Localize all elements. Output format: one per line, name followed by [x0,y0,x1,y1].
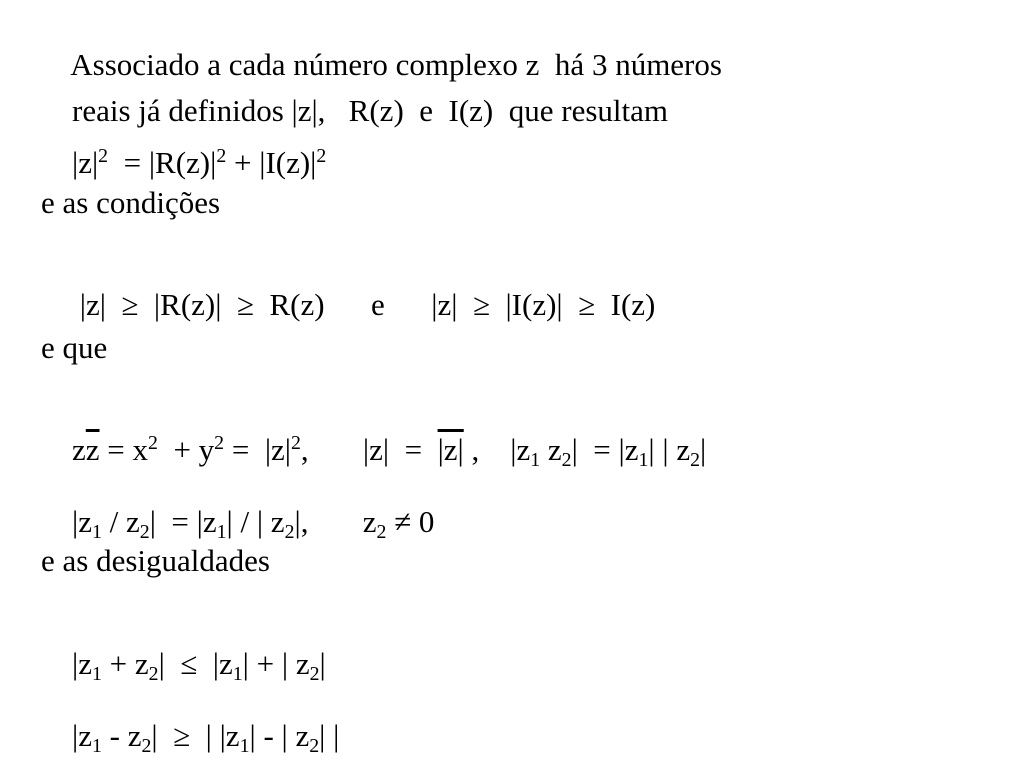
conj-eq3: | = |z [571,432,639,467]
sub-1: 1 [91,734,102,757]
div-b: / z [101,504,140,539]
sub-1: 1 [91,662,102,685]
sub-2: 2 [284,520,295,543]
ineq1-a: |z [72,646,92,681]
sub-1: 1 [530,448,541,471]
exp-2: 2 [316,145,327,168]
intro-text-2: reais já definidos |z|, R(z) e I(z) que resultam [72,93,669,128]
modulus-z: |z| [72,145,99,180]
sub-2: 2 [139,520,150,543]
conj-comma1: , |z| = [300,432,438,467]
div-d: | / | z [226,504,285,539]
formula-conditions [41,258,655,351]
sub-1: 1 [239,734,250,757]
exp-2: 2 [148,432,158,455]
label-conditions: e as condições [41,185,221,220]
ineq1-b: + z [101,646,149,681]
conditions-text: |z| ≥ |R(z)| ≥ R(z) e |z| ≥ |I(z)| ≥ I(z) [72,287,656,322]
div-f: ≠ 0 [386,504,435,539]
sub-1: 1 [91,520,102,543]
ineq2-d: | - | z [249,718,310,753]
sub-2: 2 [561,448,572,471]
ineq1-c: | ≤ |z [158,646,233,681]
conj-z: z [72,432,86,467]
sub-1: 1 [216,520,227,543]
sub-2: 2 [309,734,320,757]
sub-2: 2 [141,734,152,757]
conj-plus: + y [157,432,215,467]
label-that: e que [41,330,108,365]
ineq2-e: | | [319,718,340,753]
sub-2: 2 [148,662,159,685]
div-e: |, z [294,504,377,539]
exp-2: 2 [216,145,227,168]
conj-abs-zbar: |z| [437,432,464,467]
sub-1: 1 [638,448,649,471]
ineq1-e: | [319,646,326,681]
conj-comma2: , |z [463,432,531,467]
exp-2: 2 [291,432,301,455]
conj-bar: | | z [648,432,691,467]
conj-eq1: = x [99,432,149,467]
modulus-real-part: = |R(z)| [108,145,217,180]
sub-2: 2 [376,520,387,543]
formula-reverse-triangle-inequality [41,689,339,782]
ineq2-a: |z [72,718,92,753]
div-c: | = |z [149,504,217,539]
ineq2-b: - z [101,718,142,753]
sub-1: 1 [232,662,243,685]
intro-text-1: Associado a cada número complexo z há 3 números [70,47,722,82]
conj-z2: z [540,432,562,467]
ineq1-d: | + | z [242,646,310,681]
exp-2: 2 [214,432,225,455]
label-inequalities: e as desigualdades [41,543,270,578]
conj-end: | [700,432,707,467]
sub-2: 2 [690,448,700,471]
sub-2: 2 [309,662,320,685]
ineq2-c: | ≥ | |z [151,718,240,753]
exp-2: 2 [98,145,109,168]
conj-zbar: $\overline{z}$ [85,432,100,467]
conj-eq2: = |z| [224,432,291,467]
div-a: |z [72,504,92,539]
modulus-imag-part: + |I(z)| [226,145,317,180]
